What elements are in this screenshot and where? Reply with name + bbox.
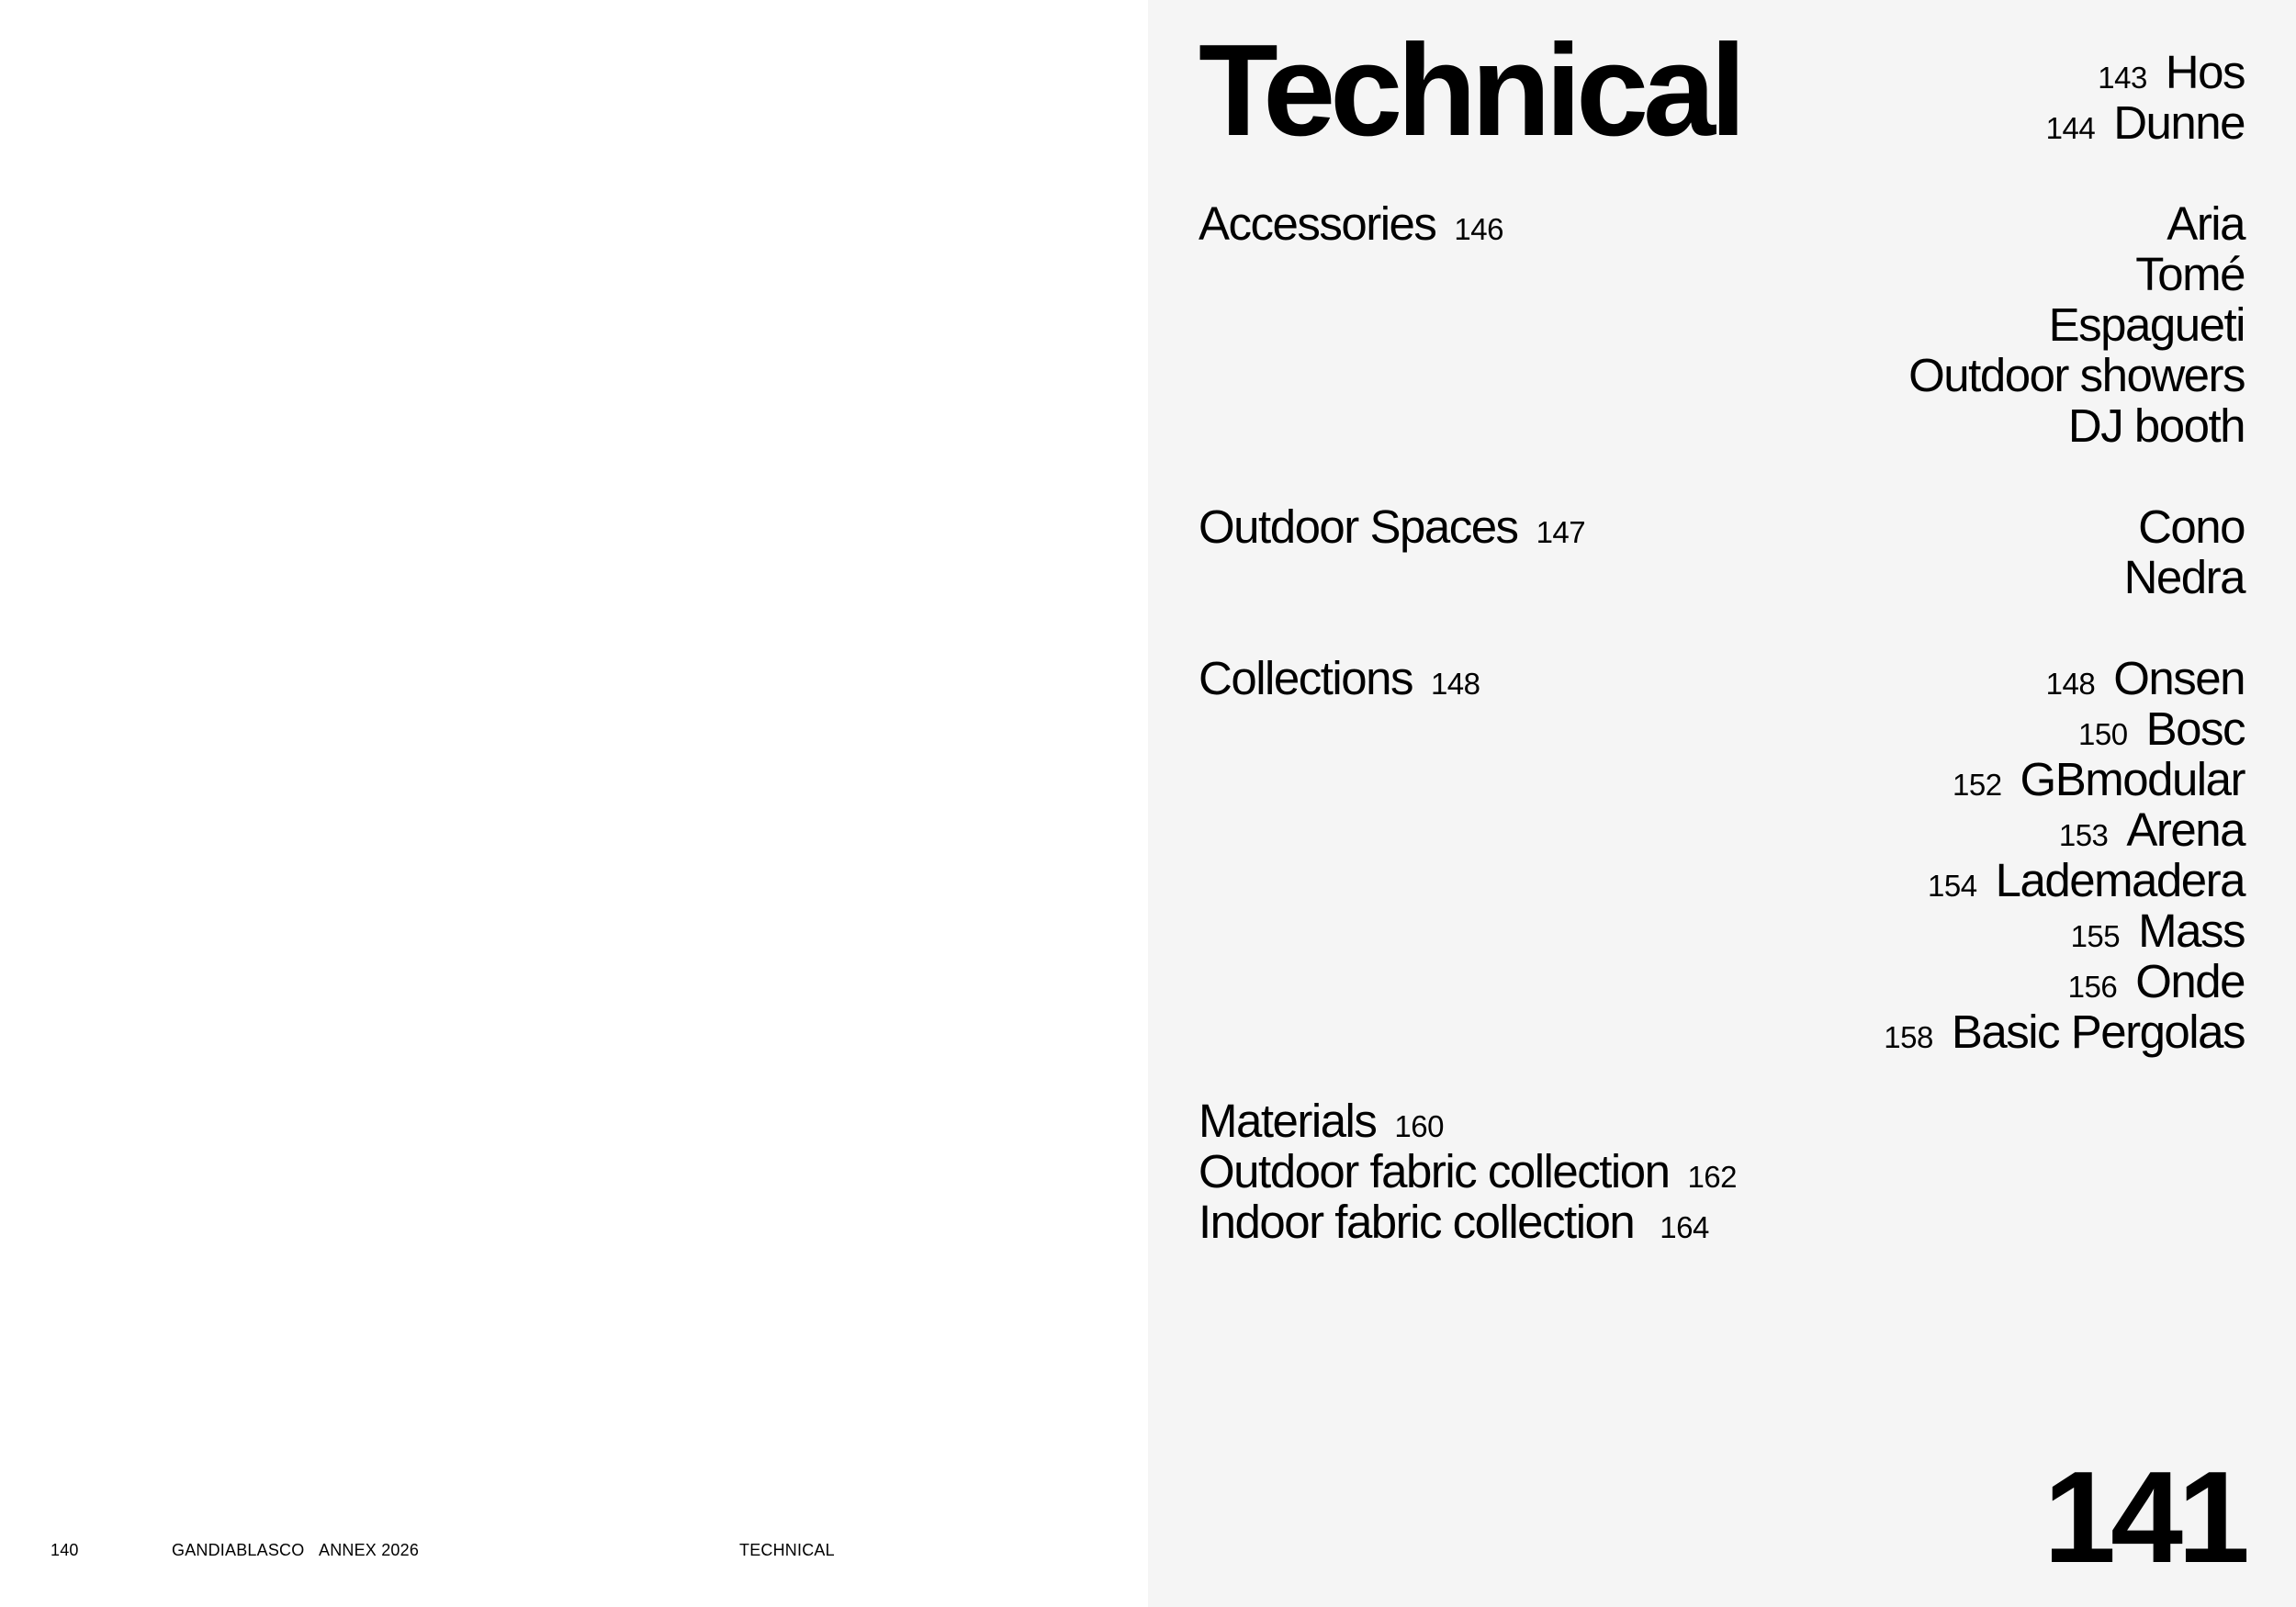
toc-section-accessories[interactable] (1199, 197, 1503, 250)
toc-label: Arena (2126, 804, 2245, 856)
toc-label: Dunne (2113, 96, 2245, 149)
toc-entry-espagueti[interactable] (2048, 298, 2245, 351)
toc-page-number: 154 (1928, 869, 1977, 903)
toc-page-number: 144 (2045, 111, 2096, 145)
toc-label: Espagueti (2048, 298, 2245, 351)
toc-page-number: 155 (2070, 919, 2121, 953)
toc-section-label: Indoor fabric collection (1199, 1196, 1635, 1248)
toc-entry-nedra[interactable] (2123, 551, 2245, 603)
toc-entry-onsen[interactable] (2045, 652, 2245, 704)
toc-page-number: 143 (2098, 61, 2147, 95)
left-page-number: 140 (51, 1541, 79, 1559)
toc-label: Nedra (2123, 551, 2245, 603)
toc-section-label: Materials (1199, 1095, 1377, 1147)
toc-label: Bosc (2145, 702, 2245, 755)
toc-entry-hos[interactable] (2098, 46, 2245, 98)
toc-entry-arena[interactable] (2058, 804, 2245, 856)
toc-label: Cono (2138, 500, 2245, 553)
toc-page-number: 148 (2045, 667, 2096, 701)
toc-page-number: 162 (1687, 1160, 1738, 1194)
toc-page-number: 148 (1430, 667, 1480, 701)
toc-page-number: 158 (1884, 1020, 1933, 1054)
toc-section-materials[interactable] (1199, 1095, 1444, 1147)
toc-entry-outdoor-showers[interactable] (1908, 349, 2245, 401)
toc-entry-gbmodular[interactable] (1952, 753, 2245, 805)
toc-entry-dj-booth[interactable] (2067, 399, 2245, 452)
toc-label: Mass (2138, 905, 2245, 957)
toc-label: Onsen (2113, 652, 2245, 704)
toc-entry-dunne[interactable] (2045, 96, 2245, 149)
toc-entry-tome[interactable] (2135, 248, 2245, 300)
toc-section-outdoor-fabric[interactable] (1199, 1145, 1738, 1197)
toc-label: Basic Pergolas (1951, 1006, 2245, 1058)
toc-section-label: Outdoor fabric collection (1199, 1145, 1670, 1197)
toc-label: Tomé (2135, 248, 2245, 300)
toc-label: GBmodular (2020, 753, 2245, 805)
toc-entry-onde[interactable] (2067, 955, 2245, 1007)
toc-page-number: 150 (2078, 717, 2128, 751)
toc-label: DJ booth (2067, 399, 2245, 452)
toc-page-number: 153 (2058, 818, 2109, 852)
toc-label: Lademadera (1995, 854, 2245, 906)
footer-edition: ANNEX 2026 (319, 1541, 420, 1559)
toc-entry-lademadera[interactable] (1928, 854, 2245, 906)
toc-entry-aria[interactable] (2167, 197, 2245, 250)
toc-page-number: 164 (1660, 1210, 1709, 1244)
page-title: Technical (1199, 17, 1741, 163)
toc-entry-cono[interactable] (2138, 500, 2245, 553)
toc-page-number: 156 (2067, 970, 2118, 1004)
footer-brand: GANDIABLASCO (172, 1541, 305, 1559)
toc-entry-bosc[interactable] (2078, 702, 2245, 755)
toc-entry-basic-pergolas[interactable] (1884, 1006, 2245, 1058)
toc-page-number: 146 (1454, 212, 1503, 246)
footer-section: TECHNICAL (739, 1541, 835, 1559)
toc-section-collections[interactable] (1199, 652, 1480, 704)
toc-label: Onde (2135, 955, 2245, 1007)
toc-entry-mass[interactable] (2070, 905, 2245, 957)
toc-page-number: 160 (1394, 1109, 1444, 1143)
toc-page-number: 147 (1536, 515, 1586, 549)
toc-label: Aria (2167, 197, 2245, 250)
toc-section-label: Accessories (1199, 197, 1436, 250)
toc-section-indoor-fabric[interactable] (1199, 1196, 1709, 1248)
right-page-number: 141 (2043, 1444, 2245, 1590)
toc-label: Hos (2165, 46, 2245, 98)
toc-section-label: Collections (1199, 652, 1412, 704)
toc-label: Outdoor showers (1908, 349, 2245, 401)
toc-page-number: 152 (1952, 768, 2002, 802)
toc-section-outdoor-spaces[interactable] (1199, 500, 1586, 553)
toc-section-label: Outdoor Spaces (1199, 500, 1518, 553)
right-page (1148, 0, 2296, 1607)
